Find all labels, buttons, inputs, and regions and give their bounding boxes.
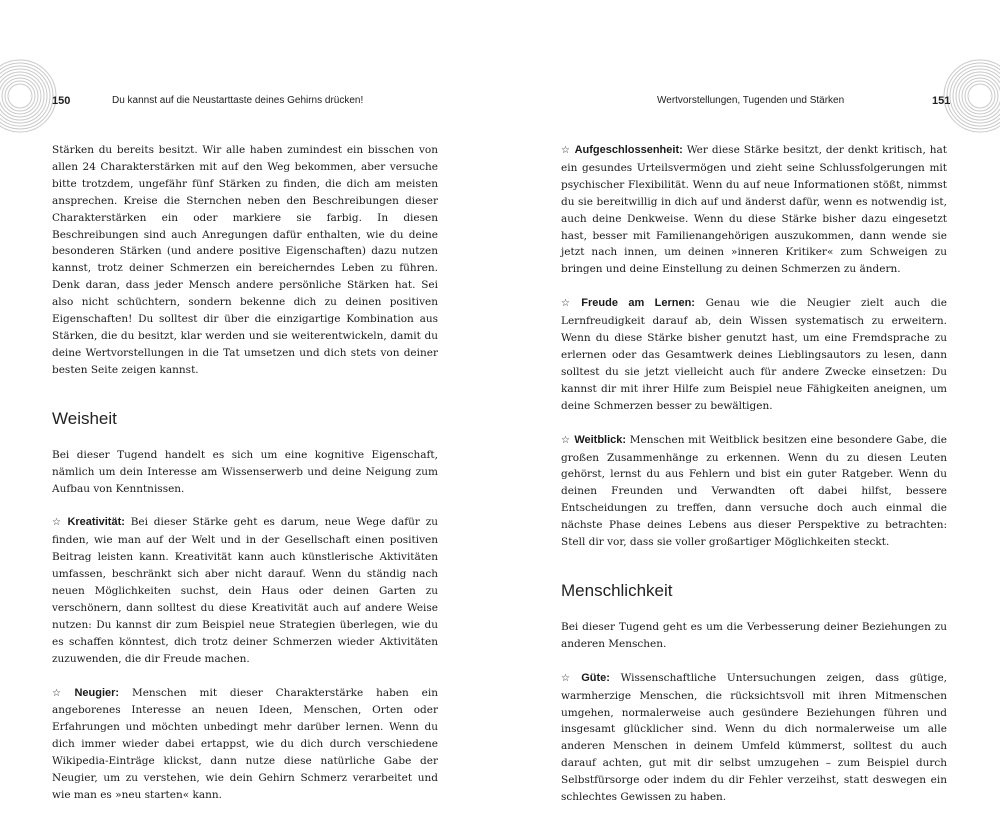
- section-intro: Bei dieser Tugend handelt es sich um eine kognitive Eigenschaft, nämlich um dein Interesse am Wissenserwerb und deine Neigung zum Aufbau von Kenntnissen.: [52, 448, 438, 495]
- strength-text: Bei dieser Stärke geht es darum, neue Wege dafür zu finden, wie man auf der Welt und in der Gesellschaft einen positiven Beitrag leisten kann. Kreativität kann auch künstlerische Aktivitäten umfassen, beschränkt sich aber nicht darauf. Wenn du ständig nach neuen Möglichkeiten suchst, dein Haus oder deinen Garten zu verschönern, dann solltest du diese Kreativität auch auf andere Weise nutzen: Du kannst dir zum Beispiel neue Strategien überlegen, wie du es schaffen könntest, dich trotz deiner Schmerzen wieder Aktivitäten zuzuwenden, die dir Freude machen.: [52, 516, 438, 665]
- right-running-head: [932, 95, 950, 107]
- star-icon[interactable]: ☆: [561, 434, 571, 446]
- right-page-body: [561, 142, 947, 823]
- strength-text: Menschen mit Weitblick besitzen eine besondere Gabe, die großen Zusammenhänge zu erkennen. Wenn du zu diesen Leuten gehörst, lernst du aus Fehlern und bist ein guter Ratgeber. Wenn du deinen Freunden und Verwandten oft dabei hilfst, bessere Entscheidungen zu treffen, dann versuche doch auch einmal die nächste Phase deines Lebens aus dieser Perspektive zu betrachten: Stell dir vor, dass sie voller großartiger Möglichkeiten steckt.: [561, 433, 947, 549]
- strength-item: [561, 670, 947, 806]
- strength-item: [52, 685, 438, 804]
- right-running-title: [657, 95, 844, 106]
- strength-text: Wer diese Stärke besitzt, der denkt kritisch, hat ein gesundes Urteilsvermögen und zieht seine Schlussfolgerungen mit psychischer Flexibilität. Wenn du auf neue Informationen stößt, nimmst du sie bereitwillig in dich auf und änderst dafür, wenn es notwendig ist, auch deine Denkweise. Wenn du diese Stärke bisher dazu eingesetzt hast, besser mit Familienangehörigen auszukommen, dann wende sie jetzt nach innen, um deinen »inneren Kritiker« zum Schweigen zu bringen und deine Einstellung zu deinen Schmerzen zu ändern.: [561, 144, 947, 276]
- section-heading-menschlichkeit: Menschlichkeit: [561, 580, 673, 600]
- page-number: 150: [52, 95, 71, 107]
- star-icon[interactable]: ☆: [561, 298, 578, 310]
- left-page: [0, 0, 500, 800]
- strength-text: Menschen mit dieser Charakterstärke haben ein angeborenes Interesse an neuen Ideen, Menschen, Orten oder Erfahrungen und möchten unbedingt mehr darüber lernen. Wenn du dich immer wieder dabei ertappst, wie du dich durch verschiedene Wikipedia-Einträge klickst, dann nutze diese natürliche Gabe der Neugier, um zu verstehen, wie dein Gehirn Schmerz verarbeitet und wie man es »neu starten« kann.: [52, 686, 438, 801]
- intro-paragraph: Stärken du bereits besitzt. Wir alle haben zumindest ein bisschen von allen 24 Charakterstärken mit auf den Weg bekommen, aber versuche bitte trotzdem, ungefähr fünf Stärken zu finden, die dich am meisten ansprechen. Kreise die Sternchen neben den Beschreibungen dieser Charakterstärken ein oder markiere sie farbig. In diesen Beschreibungen sind auch Anregungen dafür enthalten, wie du deine besonderen Stärken (und andere positive Eigenschaften) dazu nutzen kannst, trotz deiner Schmerzen ein bereicherndes Leben zu führen. Denk daran, dass jeder Mensch andere persönliche Stärken hat. Sei also nicht schüchtern, sondern bekenne dich zu deinen positiven Eigenschaften! Du solltest dir über die einzigartige Kombination aus Stärken, die du besitzt, klar werden und sie weiterentwickeln, damit du deine Wertvorstellungen in die Tat umsetzen und dich stets von deiner besten Seite zeigen kannst.: [52, 144, 438, 376]
- section-intro: Bei dieser Tugend geht es um die Verbesserung deiner Beziehungen zu anderen Menschen.: [561, 620, 947, 650]
- strength-title: Weitblick:: [574, 433, 627, 446]
- running-head: Wertvorstellungen, Tugenden und Stärken: [657, 95, 845, 106]
- running-head: Du kannst auf die Neustarttaste deines Gehirns drücken!: [112, 95, 364, 106]
- strength-title: Kreativität:: [67, 516, 125, 529]
- right-page: [500, 0, 1000, 804]
- left-page-body: [52, 142, 438, 821]
- left-running-title: [112, 95, 363, 106]
- star-icon[interactable]: ☆: [561, 672, 578, 684]
- strength-text: Wissenschaftliche Untersuchungen zeigen, dass gütige, warmherzige Menschen, die rücksichtsvoll mit ihren Mitmenschen umgehen, normalerweise auch gesündere Beziehungen führen und insgesamt glücklicher sind. Wenn du dich normalerweise um alle anderen Menschen in deinem Umfeld kümmerst, solltest du auch darauf achten, gut mit dir selbst umzugehen – zum Beispiel durch Selbstfürsorge oder indem du dir Fehler verzeihst, statt deswegen ein schlechtes Gewissen zu haben.: [561, 671, 947, 804]
- left-running-head: [52, 95, 70, 107]
- strength-text: Genau wie die Neugier zielt auch die Lernfreudigkeit darauf ab, dein Wissen systematisch zu erweitern. Wenn du diese Stärke bisher genutzt hast, um eine Fremdsprache zu erlernen oder das Gesamtwerk deines Lieblingsautors zu lesen, dann solltest du sie jetzt vielleicht auch für andere Zwecke einsetzen: Du kannst dir mit ihrer Hilfe zum Beispiel neue Fähigkeiten aneignen, um deine Schmerzen besser zu bewältigen.: [561, 297, 947, 412]
- strength-item: [561, 142, 947, 278]
- star-icon[interactable]: ☆: [561, 145, 571, 156]
- strength-item: [561, 295, 947, 414]
- strength-title: Freude am Lernen:: [581, 297, 695, 310]
- page-number: 151: [932, 95, 951, 107]
- strength-title: Neugier:: [74, 686, 120, 699]
- star-icon[interactable]: ☆: [52, 517, 64, 529]
- decorative-rings-icon: [942, 58, 1000, 134]
- strength-item: [561, 432, 947, 551]
- section-heading-weisheit: Weisheit: [52, 408, 117, 428]
- strength-item: [52, 514, 438, 667]
- strength-title: Aufgeschlossenheit:: [574, 144, 683, 156]
- strength-title: Güte:: [581, 671, 610, 684]
- star-icon[interactable]: ☆: [52, 687, 71, 699]
- decorative-rings-icon: [0, 58, 58, 134]
